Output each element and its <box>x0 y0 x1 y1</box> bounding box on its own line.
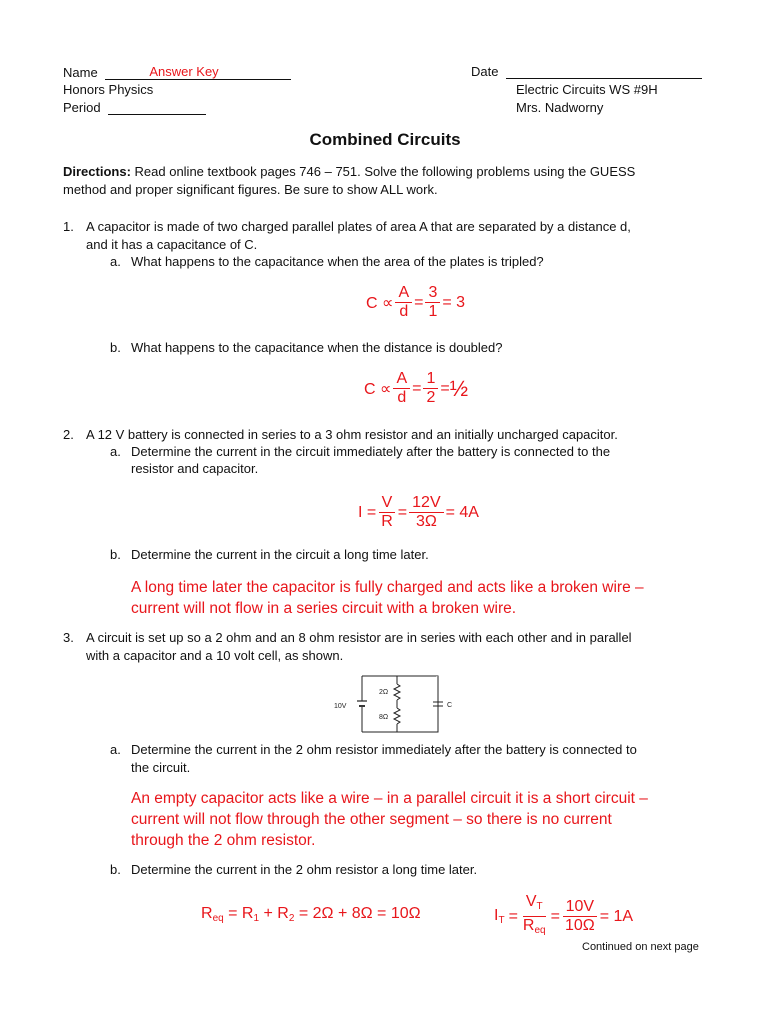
period-label: Period <box>63 100 101 115</box>
circuit-diagram <box>330 670 460 738</box>
eq-sign: = <box>440 379 450 397</box>
q2b-label: b. <box>110 547 121 562</box>
q1a-equation <box>366 284 465 321</box>
q2a-text-2: resistor and capacitor. <box>131 461 259 476</box>
name-value: Answer Key <box>149 64 219 79</box>
q1a-label: a. <box>110 254 121 269</box>
frac-den: 3Ω <box>415 513 437 530</box>
q2b-answer-1: A long time later the capacitor is fully charged and acts like a broken wire – <box>131 579 644 596</box>
q3a-text-2: the circuit. <box>131 760 191 775</box>
q3-text-2: with a capacitor and a 10 volt cell, as shown. <box>86 648 344 663</box>
cap-label: C <box>447 702 453 709</box>
frac-num: 3 <box>425 284 440 303</box>
q1a-text: What happens to the capacitance when the area of the plates is tripled? <box>131 254 544 269</box>
q3a-label: a. <box>110 742 121 757</box>
eq-sign: = <box>550 907 560 925</box>
course-name: Honors Physics <box>63 82 154 97</box>
resistor-2-ohm <box>394 684 400 700</box>
cell-label: 10V <box>334 703 347 710</box>
circuit-wire <box>362 676 438 732</box>
eq-result: = 4A <box>445 503 479 521</box>
worksheet-title: Electric Circuits WS #9H <box>516 82 658 97</box>
eq-lhs: C ∝ <box>366 294 394 312</box>
eq-result: ½ <box>449 375 469 401</box>
q3a-answer-3: through the 2 ohm resistor. <box>131 832 316 849</box>
eq-result: = 2Ω + 8Ω = 10Ω <box>298 905 421 922</box>
frac-den: R <box>522 917 535 934</box>
q3b-equation-1 <box>201 905 421 924</box>
r1-label: 2Ω <box>379 689 389 696</box>
q2a-equation <box>358 494 479 531</box>
frac-num: 1 <box>423 370 438 389</box>
eq-sign: = <box>414 293 424 311</box>
directions-label: Directions: <box>63 164 131 179</box>
name-line <box>63 64 291 80</box>
eq-sub: eq <box>212 913 224 924</box>
date-label: Date <box>471 64 499 79</box>
eq-lhs: I = <box>358 503 377 521</box>
q2a-text-1: Determine the current in the circuit immediately after the battery is connected to the <box>131 444 611 459</box>
q1-text-2: and it has a capacitance of C. <box>86 237 258 252</box>
frac-num: V <box>379 494 396 513</box>
eq-sign: = <box>508 907 518 925</box>
q1-number: 1. <box>63 219 74 234</box>
eq-sign: = <box>397 503 408 521</box>
frac-den: d <box>399 303 409 320</box>
frac-num: V <box>525 893 537 910</box>
q3a-answer-1: An empty capacitor acts like a wire – in a parallel circuit it is a short circuit – <box>131 790 648 807</box>
q3b-text: Determine the current in the 2 ohm resistor a long time later. <box>131 862 478 877</box>
q1-text-1: A capacitor is made of two charged parallel plates of area A that are separated by a distance d, <box>86 219 631 234</box>
date-line <box>471 64 702 79</box>
eq-lhs: I <box>494 907 499 924</box>
q3-text-1: A circuit is set up so a 2 ohm and an 8 ohm resistor are in series with each other and in parallel <box>86 630 632 645</box>
period-field <box>108 100 206 115</box>
frac-den: 1 <box>428 303 438 320</box>
q1b-equation <box>364 370 468 407</box>
eq-part: = R <box>228 905 254 922</box>
eq-part: + R <box>263 905 289 922</box>
directions-text-2: method and proper significant figures. Be sure to show ALL work. <box>63 182 438 197</box>
q2-number: 2. <box>63 427 74 442</box>
q2b-answer-2: current will not flow in a series circuit with a broken wire. <box>131 600 517 617</box>
q3a-text-1: Determine the current in the 2 ohm resistor immediately after the battery is connected to <box>131 742 637 757</box>
eq-sub: T <box>498 915 505 926</box>
q2b-text: Determine the current in the circuit a long time later. <box>131 547 429 562</box>
directions-line-1 <box>63 164 635 179</box>
q3b-equation-2 <box>494 893 633 940</box>
eq-result: = 3 <box>442 293 466 311</box>
eq-lhs: C ∝ <box>364 380 392 398</box>
frac-den: 2 <box>426 389 436 406</box>
r2-label: 8Ω <box>379 714 389 721</box>
frac-den: d <box>397 389 407 406</box>
q3a-answer-2: current will not flow through the other segment – so there is no current <box>131 811 612 828</box>
frac-num: A <box>393 370 410 389</box>
frac-num: 12V <box>409 494 443 513</box>
name-field <box>105 64 291 80</box>
footer-continued: Continued on next page <box>582 941 699 953</box>
frac-den: R <box>381 513 393 530</box>
teacher-name: Mrs. Nadworny <box>516 100 604 115</box>
frac-den: 10Ω <box>564 917 595 934</box>
directions-text-1: Read online textbook pages 746 – 751. Solve the following problems using the GUESS <box>130 164 636 179</box>
eq-r: R <box>201 905 213 922</box>
q2a-label: a. <box>110 444 121 459</box>
name-label: Name <box>63 65 98 80</box>
eq-sub: 1 <box>253 913 260 924</box>
q2-text-1: A 12 V battery is connected in series to a 3 ohm resistor and an initially uncharged capacitor. <box>86 427 618 442</box>
q1b-text: What happens to the capacitance when the distance is doubled? <box>131 340 503 355</box>
resistor-8-ohm <box>394 708 400 724</box>
eq-sub: T <box>536 901 543 912</box>
q1b-label: b. <box>110 340 121 355</box>
q3b-label: b. <box>110 862 121 877</box>
period-line <box>63 100 206 115</box>
eq-sub: 2 <box>288 913 295 924</box>
q3-number: 3. <box>63 630 74 645</box>
frac-num: 10V <box>563 898 597 917</box>
page-title: Combined Circuits <box>309 130 461 149</box>
date-field <box>506 64 702 79</box>
eq-result: = 1A <box>599 907 634 925</box>
frac-num: A <box>395 284 412 303</box>
eq-sign: = <box>412 379 422 397</box>
eq-sub: eq <box>534 925 546 936</box>
